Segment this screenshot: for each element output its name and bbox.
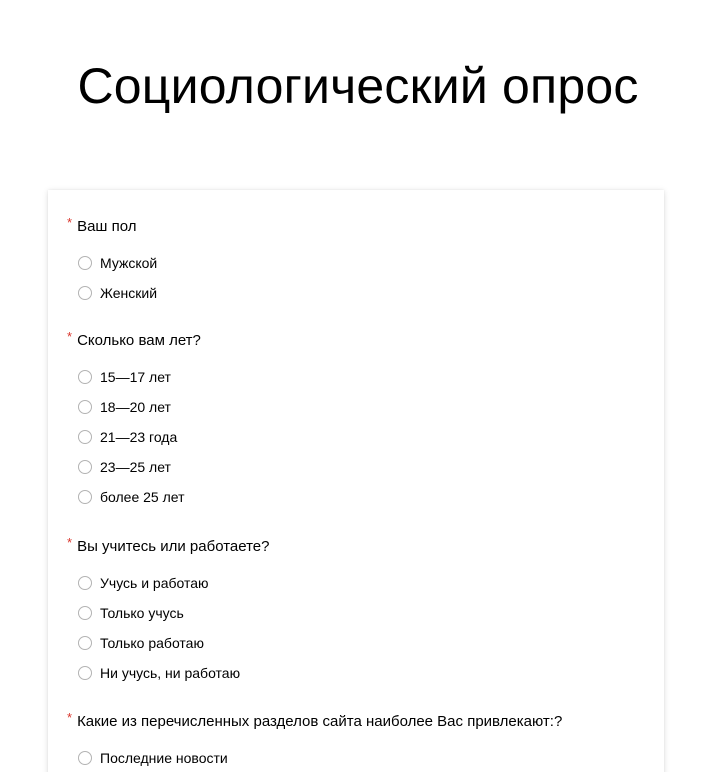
radio-option-label[interactable]: Женский (100, 285, 158, 301)
question-gender (67, 215, 647, 308)
radio-button[interactable] (78, 256, 92, 270)
radio-button[interactable] (78, 430, 92, 444)
question-text: Сколько вам лет? (77, 332, 201, 349)
radio-option-label[interactable]: Ни учусь, ни работаю (100, 665, 241, 681)
radio-option[interactable] (67, 248, 647, 278)
radio-group (67, 248, 647, 308)
radio-option-label[interactable]: Мужской (100, 255, 158, 271)
radio-option-label[interactable]: Последние новости (100, 750, 228, 766)
radio-option[interactable] (67, 422, 647, 452)
radio-option[interactable] (67, 628, 647, 658)
radio-button[interactable] (78, 636, 92, 650)
radio-option-label[interactable]: 15—17 лет (100, 369, 171, 385)
radio-option-label[interactable]: Только учусь (100, 605, 184, 621)
question-label (67, 710, 647, 731)
radio-option[interactable] (67, 392, 647, 422)
radio-option[interactable] (67, 362, 647, 392)
radio-option[interactable] (67, 658, 647, 688)
radio-option-label[interactable]: 23—25 лет (100, 459, 171, 475)
radio-button[interactable] (78, 460, 92, 474)
radio-button[interactable] (78, 751, 92, 765)
question-text: Вы учитесь или работаете? (77, 538, 270, 555)
question-occupation (67, 535, 647, 688)
radio-option[interactable] (67, 568, 647, 598)
question-site-sections (67, 710, 647, 772)
question-text: Какие из перечисленных разделов сайта наиболее Вас привлекают:? (77, 713, 563, 730)
radio-button[interactable] (78, 666, 92, 680)
question-label (67, 215, 647, 236)
radio-button[interactable] (78, 400, 92, 414)
required-asterisk: * (67, 329, 73, 344)
required-asterisk: * (67, 710, 73, 725)
question-label (67, 329, 647, 350)
required-asterisk: * (67, 215, 73, 230)
radio-group (67, 568, 647, 688)
radio-option[interactable] (67, 482, 647, 512)
radio-option[interactable] (67, 598, 647, 628)
radio-option-label[interactable]: 18—20 лет (100, 399, 171, 415)
radio-option[interactable] (67, 452, 647, 482)
radio-option-label[interactable]: Только работаю (100, 635, 204, 651)
radio-group (67, 743, 647, 772)
page-title: Социологический опрос (77, 58, 639, 114)
question-age (67, 329, 647, 512)
radio-button[interactable] (78, 286, 92, 300)
radio-option[interactable] (67, 743, 647, 772)
question-text: Ваш пол (77, 218, 137, 235)
radio-option-label[interactable]: более 25 лет (100, 489, 185, 505)
radio-button[interactable] (78, 370, 92, 384)
radio-group (67, 362, 647, 512)
radio-button[interactable] (78, 576, 92, 590)
radio-button[interactable] (78, 606, 92, 620)
question-label (67, 535, 647, 556)
radio-button[interactable] (78, 490, 92, 504)
radio-option-label[interactable]: Учусь и работаю (100, 575, 209, 591)
radio-option[interactable] (67, 278, 647, 308)
required-asterisk: * (67, 535, 73, 550)
survey-form-card (48, 190, 664, 772)
radio-option-label[interactable]: 21—23 года (100, 429, 178, 445)
